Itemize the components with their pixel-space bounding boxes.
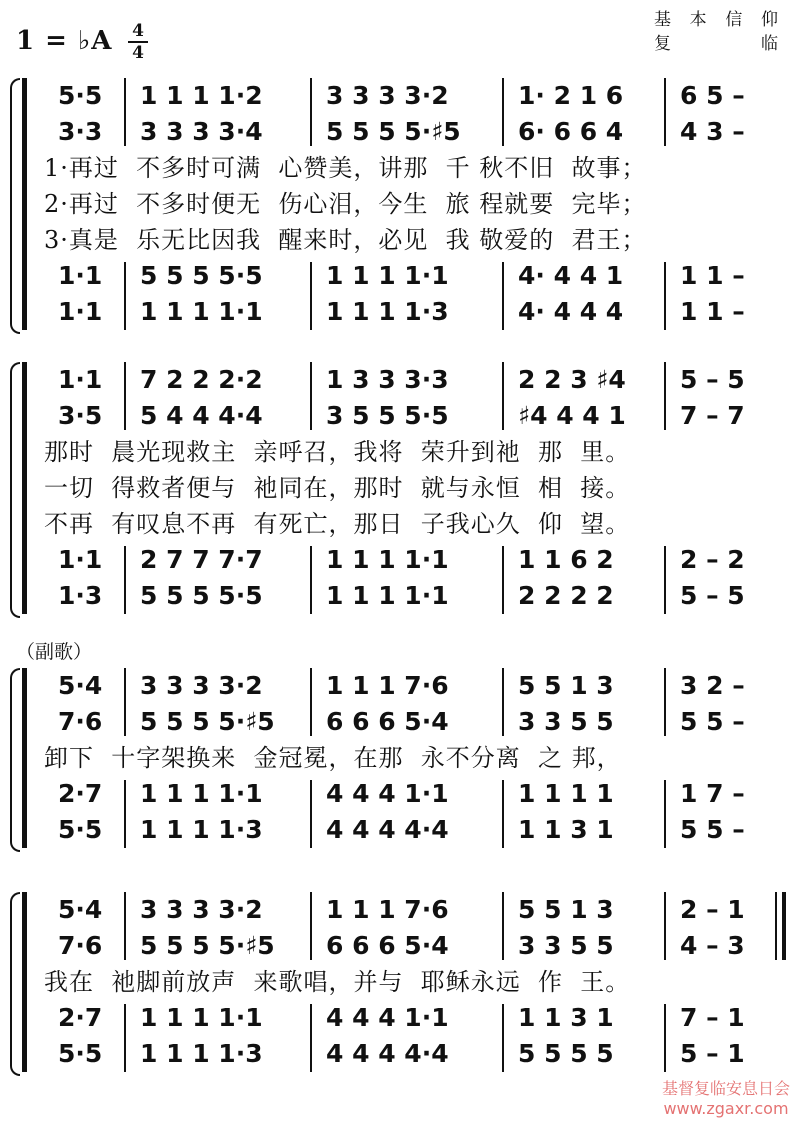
measure-notes: 3 5 5 5·5 — [326, 401, 449, 430]
barline — [664, 362, 666, 430]
lyric-line: 那时 晨光现救主 亲呼召，我将 荣升到祂 那 里。 — [44, 438, 631, 466]
measure-notes: 1 1 1 1·3 — [326, 297, 449, 326]
barline — [664, 1004, 666, 1072]
measure-notes: 5 5 1 3 — [518, 895, 614, 924]
measure-notes: 1 1 1 1·3 — [140, 1039, 263, 1068]
measure-notes: 5 5 1 3 — [518, 671, 614, 700]
measure-notes: 3·3 — [58, 117, 103, 146]
measure-notes: 6· 6 6 4 — [518, 117, 624, 146]
barline — [310, 546, 312, 614]
measure-notes: 1 1 1 1 — [518, 779, 614, 808]
measure-notes: 1 1 1 7·6 — [326, 671, 449, 700]
measure-notes: 4 4 4 1·1 — [326, 779, 449, 808]
measure-notes: 2 7 7 7·7 — [140, 545, 263, 574]
note-row — [0, 258, 800, 294]
measure-notes: 5 5 5 5·♯5 — [326, 117, 461, 146]
note-row — [0, 578, 800, 614]
lyric-line: 一切 得救者便与 祂同在，那时 就与永恒 相 接。 — [44, 474, 631, 502]
measure-notes: 2·7 — [58, 779, 103, 808]
measure-notes: 7 2 2 2·2 — [140, 365, 263, 394]
barline — [124, 78, 126, 146]
barline — [664, 546, 666, 614]
barline — [664, 668, 666, 736]
measure-notes: 5·5 — [58, 81, 103, 110]
measure-notes: 4 3 – — [680, 117, 745, 146]
measure-notes: 5 4 4 4·4 — [140, 401, 263, 430]
measure-notes: 1 1 1 1·1 — [326, 261, 449, 290]
barline — [124, 262, 126, 330]
measure-notes: 3 3 3 3·2 — [326, 81, 449, 110]
measure-notes: 1 1 1 1·1 — [140, 1003, 263, 1032]
credits — [654, 8, 778, 56]
barline — [502, 546, 504, 614]
measure-notes: 1·3 — [58, 581, 103, 610]
note-row — [0, 362, 800, 398]
measure-notes: 1 1 1 1·1 — [326, 545, 449, 574]
measure-notes: 1· 2 1 6 — [518, 81, 624, 110]
measure-notes: 3 3 3 3·2 — [140, 895, 263, 924]
measure-notes: 1·1 — [58, 261, 103, 290]
measure-notes: 6 6 6 5·4 — [326, 931, 449, 960]
note-row — [0, 776, 800, 812]
time-signature — [128, 22, 148, 62]
measure-notes: 5·5 — [58, 815, 103, 844]
measure-notes: 1 1 1 7·6 — [326, 895, 449, 924]
barline — [310, 262, 312, 330]
note-row — [0, 812, 800, 848]
measure-notes: 5 5 5 5·♯5 — [140, 707, 275, 736]
measure-notes: 4· 4 4 1 — [518, 261, 624, 290]
barline — [502, 1004, 504, 1072]
barline — [502, 892, 504, 960]
measure-notes: 2·7 — [58, 1003, 103, 1032]
measure-notes: 4 4 4 4·4 — [326, 815, 449, 844]
note-row — [0, 294, 800, 330]
measure-notes: 1 1 3 1 — [518, 815, 614, 844]
measure-notes: 2 – 2 — [680, 545, 745, 574]
barline — [664, 892, 666, 960]
measure-notes: 5 5 5 5·5 — [140, 581, 263, 610]
barline — [502, 362, 504, 430]
key-signature: 1 = ♭A — [16, 26, 113, 56]
measure-notes: 1 3 3 3·3 — [326, 365, 449, 394]
note-row — [0, 704, 800, 740]
measure-notes: 1 1 1 1·3 — [140, 815, 263, 844]
note-row — [0, 928, 800, 964]
note-row — [0, 398, 800, 434]
barline — [664, 78, 666, 146]
measure-notes: 5·5 — [58, 1039, 103, 1068]
barline — [124, 362, 126, 430]
barline — [310, 892, 312, 960]
barline — [124, 668, 126, 736]
lyric-line: 3·真是 乐无比因我 醒来时，必见 我 敬爱的 君王； — [44, 226, 647, 254]
note-row — [0, 1000, 800, 1036]
note-row — [0, 542, 800, 578]
lyric-line: 卸下 十字架换来 金冠冕，在那 永不分离 之 邦， — [44, 744, 622, 772]
measure-notes: 2 – 1 — [680, 895, 745, 924]
measure-notes: 1 1 1 1·2 — [140, 81, 263, 110]
meter-bottom: 4 — [132, 43, 144, 63]
barline — [310, 780, 312, 848]
measure-notes: 4· 4 4 4 — [518, 297, 624, 326]
final-barline — [775, 892, 777, 960]
measure-notes: 1 1 6 2 — [518, 545, 614, 574]
credit-line-1: 基 本 信 仰 — [654, 10, 778, 30]
measure-notes: 6 6 6 5·4 — [326, 707, 449, 736]
barline — [310, 78, 312, 146]
note-row — [0, 668, 800, 704]
barline — [664, 780, 666, 848]
measure-notes: 1 1 – — [680, 297, 745, 326]
note-row — [0, 892, 800, 928]
lyric-line: 我在 祂脚前放声 来歌唱，并与 耶稣永远 作 王。 — [44, 968, 631, 996]
measure-notes: 5 5 5 5 — [518, 1039, 614, 1068]
measure-notes: 2 2 3 ♯4 — [518, 365, 626, 394]
lyric-line: 不再 有叹息不再 有死亡，那日 子我心久 仰 望。 — [44, 510, 631, 538]
credit-line-2: 复 临 — [654, 34, 778, 54]
measure-notes: 5 – 5 — [680, 365, 745, 394]
barline — [310, 1004, 312, 1072]
measure-notes: 1 1 1 1·1 — [140, 297, 263, 326]
barline — [502, 78, 504, 146]
watermark — [662, 1079, 790, 1119]
measure-notes: 5 5 – — [680, 815, 745, 844]
measure-notes: 7·6 — [58, 707, 103, 736]
measure-notes: 4 – 3 — [680, 931, 745, 960]
measure-notes: 7 – 7 — [680, 401, 745, 430]
measure-notes: 3 3 5 5 — [518, 707, 614, 736]
section-label: （副歌） — [16, 641, 93, 663]
measure-notes: 7·6 — [58, 931, 103, 960]
measure-notes: 1 7 – — [680, 779, 745, 808]
measure-notes: 2 2 2 2 — [518, 581, 614, 610]
lyric-line: 1·再过 不多时可满 心赞美，讲那 千 秋不旧 故事； — [44, 154, 647, 182]
measure-notes: 1 1 1 1·1 — [140, 779, 263, 808]
barline — [124, 780, 126, 848]
barline — [502, 262, 504, 330]
watermark-line-1: 基督复临安息日会 — [661, 1079, 790, 1098]
barline — [124, 1004, 126, 1072]
measure-notes: 4 4 4 4·4 — [326, 1039, 449, 1068]
measure-notes: 5·4 — [58, 895, 103, 924]
measure-notes: 4 4 4 1·1 — [326, 1003, 449, 1032]
measure-notes: 5 5 5 5·♯5 — [140, 931, 275, 960]
barline — [310, 668, 312, 736]
measure-notes: 3 3 3 3·2 — [140, 671, 263, 700]
lyric-line: 2·再过 不多时便无 伤心泪，今生 旅 程就要 完毕； — [44, 190, 647, 218]
measure-notes: 5 – 5 — [680, 581, 745, 610]
measure-notes: 6 5 – — [680, 81, 745, 110]
final-barline — [782, 892, 786, 960]
measure-notes: 3 3 3 3·4 — [140, 117, 263, 146]
measure-notes: 3 3 5 5 — [518, 931, 614, 960]
barline — [502, 780, 504, 848]
measure-notes: 1·1 — [58, 297, 103, 326]
note-row — [0, 1036, 800, 1072]
measure-notes: 5 5 5 5·5 — [140, 261, 263, 290]
measure-notes: 3 2 – — [680, 671, 745, 700]
measure-notes: 5 – 1 — [680, 1039, 745, 1068]
barline — [124, 546, 126, 614]
measure-notes: 5·4 — [58, 671, 103, 700]
measure-notes: ♯4 4 4 1 — [518, 401, 626, 430]
barline — [664, 262, 666, 330]
note-row — [0, 114, 800, 150]
watermark-line-2: www.zgaxr.com — [663, 1099, 789, 1118]
measure-notes: 1·1 — [58, 545, 103, 574]
barline — [124, 892, 126, 960]
barline — [502, 668, 504, 736]
measure-notes: 7 – 1 — [680, 1003, 745, 1032]
barline — [310, 362, 312, 430]
meter-top: 4 — [132, 21, 144, 41]
measure-notes: 1 1 – — [680, 261, 745, 290]
measure-notes: 1·1 — [58, 365, 103, 394]
note-row — [0, 78, 800, 114]
measure-notes: 5 5 – — [680, 707, 745, 736]
measure-notes: 3·5 — [58, 401, 103, 430]
measure-notes: 1 1 3 1 — [518, 1003, 614, 1032]
measure-notes: 1 1 1 1·1 — [326, 581, 449, 610]
